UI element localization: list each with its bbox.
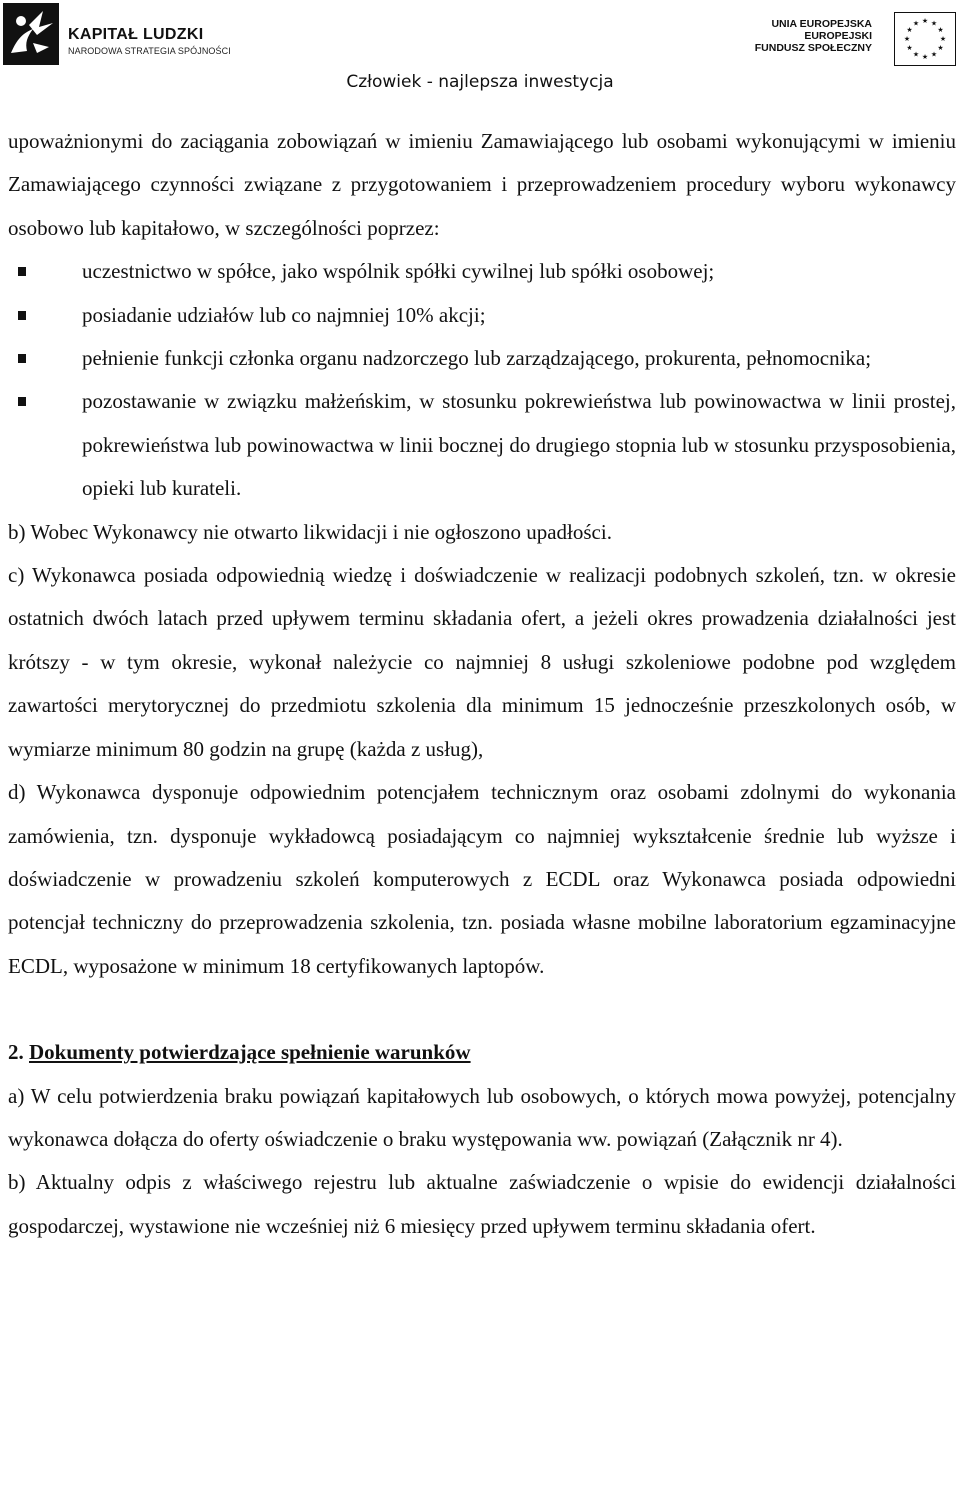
section-2-paragraph-b: b) Aktualny odpis z właściwego rejestru lub aktualne zaświadczenie o wpisie do ewidencji działalności gospodarczej, wystawione nie wcześniej niż 6 miesięcy przed upływem terminu składania ofert. — [8, 1170, 956, 1238]
svg-text:★: ★ — [937, 26, 944, 34]
paragraph-c: c) Wykonawca posiada odpowiednią wiedzę i doświadczenie w realizacji podobnych szkoleń, tzn. w okresie ostatnich dwóch latach przed upływem terminu składania ofert, a jeżeli okres prowadzenia działalności jest krótszy - w tym okresie, wykonał należycie co najmniej 8 usługi szkoleniowe podobne pod względem zawartości merytorycznej do przedmiotu szkolenia dla minimum 15 jednocześnie przeszkolonych osób, w wymiarze minimum 80 godzin na grupę (każda z usług), — [8, 563, 956, 761]
section-2-paragraph-a: a) W celu potwierdzenia braku powiązań kapitałowych lub osobowych, o których mowa powyżej, potencjalny wykonawca dołącza do oferty oświadczenie o braku występowania ww. powiązań (Załącznik nr 4). — [8, 1083, 956, 1151]
svg-text:★: ★ — [937, 44, 944, 52]
svg-text:★: ★ — [906, 26, 913, 34]
svg-text:★: ★ — [930, 19, 938, 28]
paragraph-d: d) Wykonawca dysponuje odpowiednim potencjałem technicznym oraz osobami zdolnymi do wykonania zamówienia, tzn. dysponuje wykładowcą posiadającym co najmniej wykształcenie średnie lub wyższe i doświadczenie w prowadzeniu szkoleń komputerowych z ECDL oraz Wykonawca posiada odpowiedni potencjał techniczny do przeprowadzenia szkolenia, tzn. posiada własne mobilne laboratorium egzaminacyjne ECDL, wyposażone w minimum 18 certyfikowanych laptopów. — [8, 780, 956, 978]
section-2-heading — [8, 1031, 956, 1074]
svg-text:★: ★ — [930, 50, 938, 59]
svg-text:★: ★ — [912, 19, 920, 28]
logo-right-line: UNIA EUROPEJSKA — [771, 18, 872, 30]
svg-text:★: ★ — [903, 35, 911, 43]
svg-text:★: ★ — [939, 35, 947, 43]
list-item — [8, 380, 956, 510]
square-bullet-icon — [18, 354, 26, 363]
page-header — [0, 0, 960, 100]
list-item-text: pozostawanie w związku małżeńskim, w stosunku pokrewieństwa lub powinowactwa w linii prostej, pokrewieństwa lub powinowactwa w linii bocznej do drugiego stopnia lub w stosunku przysposobienia, opieki lub kurateli. — [82, 389, 956, 501]
relations-list — [8, 250, 956, 510]
section-2-number: 2. — [8, 1040, 24, 1065]
square-bullet-icon — [18, 267, 26, 276]
logo-left-name: KAPITAŁ LUDZKI — [68, 26, 204, 43]
spacer — [8, 988, 956, 1031]
logo-right-text — [755, 18, 872, 54]
logo-right-line: EUROPEJSKI — [804, 30, 872, 42]
svg-text:★: ★ — [906, 44, 913, 52]
svg-text:★: ★ — [921, 17, 929, 25]
list-item — [8, 294, 956, 337]
eu-flag-icon — [894, 12, 956, 66]
logo-left-subtitle: NARODOWA STRATEGIA SPÓJNOŚCI — [68, 46, 231, 56]
document-body — [8, 120, 956, 1248]
list-item-text: uczestnictwo w spółce, jako wspólnik spółki cywilnej lub spółki osobowej; — [82, 259, 715, 284]
list-item — [8, 250, 956, 293]
svg-text:★: ★ — [921, 53, 929, 61]
section-2-title: Dokumenty potwierdzające spełnienie warunków — [29, 1040, 471, 1065]
list-item-text: posiadanie udziałów lub co najmniej 10% akcji; — [82, 302, 486, 327]
logo-right-line: FUNDUSZ SPOŁECZNY — [754, 42, 872, 54]
list-item-text: pełnienie funkcji członka organu nadzorczego lub zarządzającego, prokurenta, pełnomocnika; — [82, 346, 872, 371]
square-bullet-icon — [18, 397, 26, 406]
paragraph-b: b) Wobec Wykonawcy nie otwarto likwidacji i nie ogłoszono upadłości. — [8, 519, 612, 544]
square-bullet-icon — [18, 311, 26, 320]
intro-paragraph: upoważnionymi do zaciągania zobowiązań w imieniu Zamawiającego lub osobami wykonującymi w imieniu Zamawiającego czynności związane z przygotowaniem i przeprowadzeniem procedury wyboru wykonawcy osobowo lub kapitałowo, w szczególności poprzez: — [8, 129, 956, 240]
motto: Człowiek - najlepsza inwestycja — [346, 72, 614, 92]
list-item — [8, 337, 956, 380]
svg-text:★: ★ — [912, 50, 920, 59]
kapital-ludzki-logo-icon — [3, 3, 59, 65]
